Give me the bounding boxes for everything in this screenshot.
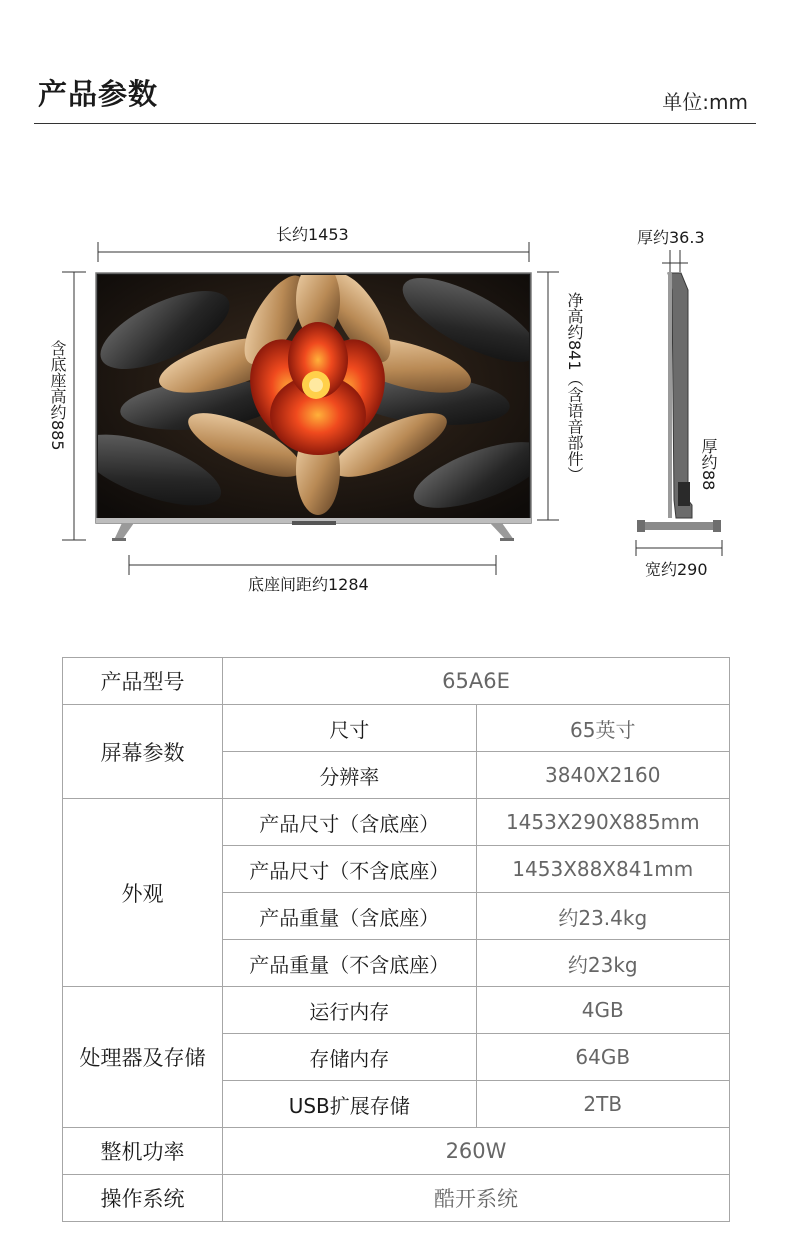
page-title: 产品参数 (38, 77, 159, 111)
os-label: 操作系统 (63, 1175, 223, 1222)
spec-label: 分辨率 (223, 752, 477, 799)
screen-artwork (71, 260, 554, 521)
os-value: 酷开系统 (223, 1175, 730, 1222)
screen-category: 屏幕参数 (63, 705, 223, 799)
spec-value: 约23kg (476, 940, 730, 987)
dimension-diagram (0, 200, 790, 620)
thickness-88-label: 厚约88 (699, 438, 718, 491)
model-label: 产品型号 (63, 658, 223, 705)
spec-value: 2TB (476, 1081, 730, 1128)
net-height-label: 净高约841（含语音部件） (565, 292, 584, 483)
spec-label: 产品尺寸（不含底座） (223, 846, 477, 893)
base-spacing-label: 底座间距约1284 (248, 575, 369, 594)
model-value: 65A6E (223, 658, 730, 705)
header-divider (34, 123, 756, 124)
power-label: 整机功率 (63, 1128, 223, 1175)
spec-label: 产品重量（不含底座） (223, 940, 477, 987)
spec-value: 1453X88X841mm (476, 846, 730, 893)
width-label: 宽约290 (645, 560, 708, 579)
spec-label: 产品尺寸（含底座） (223, 799, 477, 846)
spec-label: 运行内存 (223, 987, 477, 1034)
spec-label: USB扩展存储 (223, 1081, 477, 1128)
spec-value: 3840X2160 (476, 752, 730, 799)
table-row (63, 658, 730, 705)
spec-value: 4GB (476, 987, 730, 1034)
height-with-base-label: 含底座高约885 (48, 340, 67, 451)
spec-value: 65英寸 (476, 705, 730, 752)
appearance-category: 外观 (63, 799, 223, 987)
spec-label: 产品重量（含底座） (223, 893, 477, 940)
spec-value: 1453X290X885mm (476, 799, 730, 846)
power-value: 260W (223, 1128, 730, 1175)
spec-value: 约23.4kg (476, 893, 730, 940)
spec-table (62, 657, 730, 1222)
table-row (63, 987, 730, 1034)
spec-label: 存储内存 (223, 1034, 477, 1081)
thickness-label: 厚约36.3 (637, 228, 705, 247)
spec-value: 64GB (476, 1034, 730, 1081)
table-row (63, 705, 730, 752)
processor-category: 处理器及存储 (63, 987, 223, 1128)
table-row (63, 799, 730, 846)
length-label: 长约1453 (276, 225, 349, 244)
table-row (63, 1128, 730, 1175)
unit-label: 单位:mm (662, 90, 748, 114)
spec-label: 尺寸 (223, 705, 477, 752)
table-row (63, 1175, 730, 1222)
